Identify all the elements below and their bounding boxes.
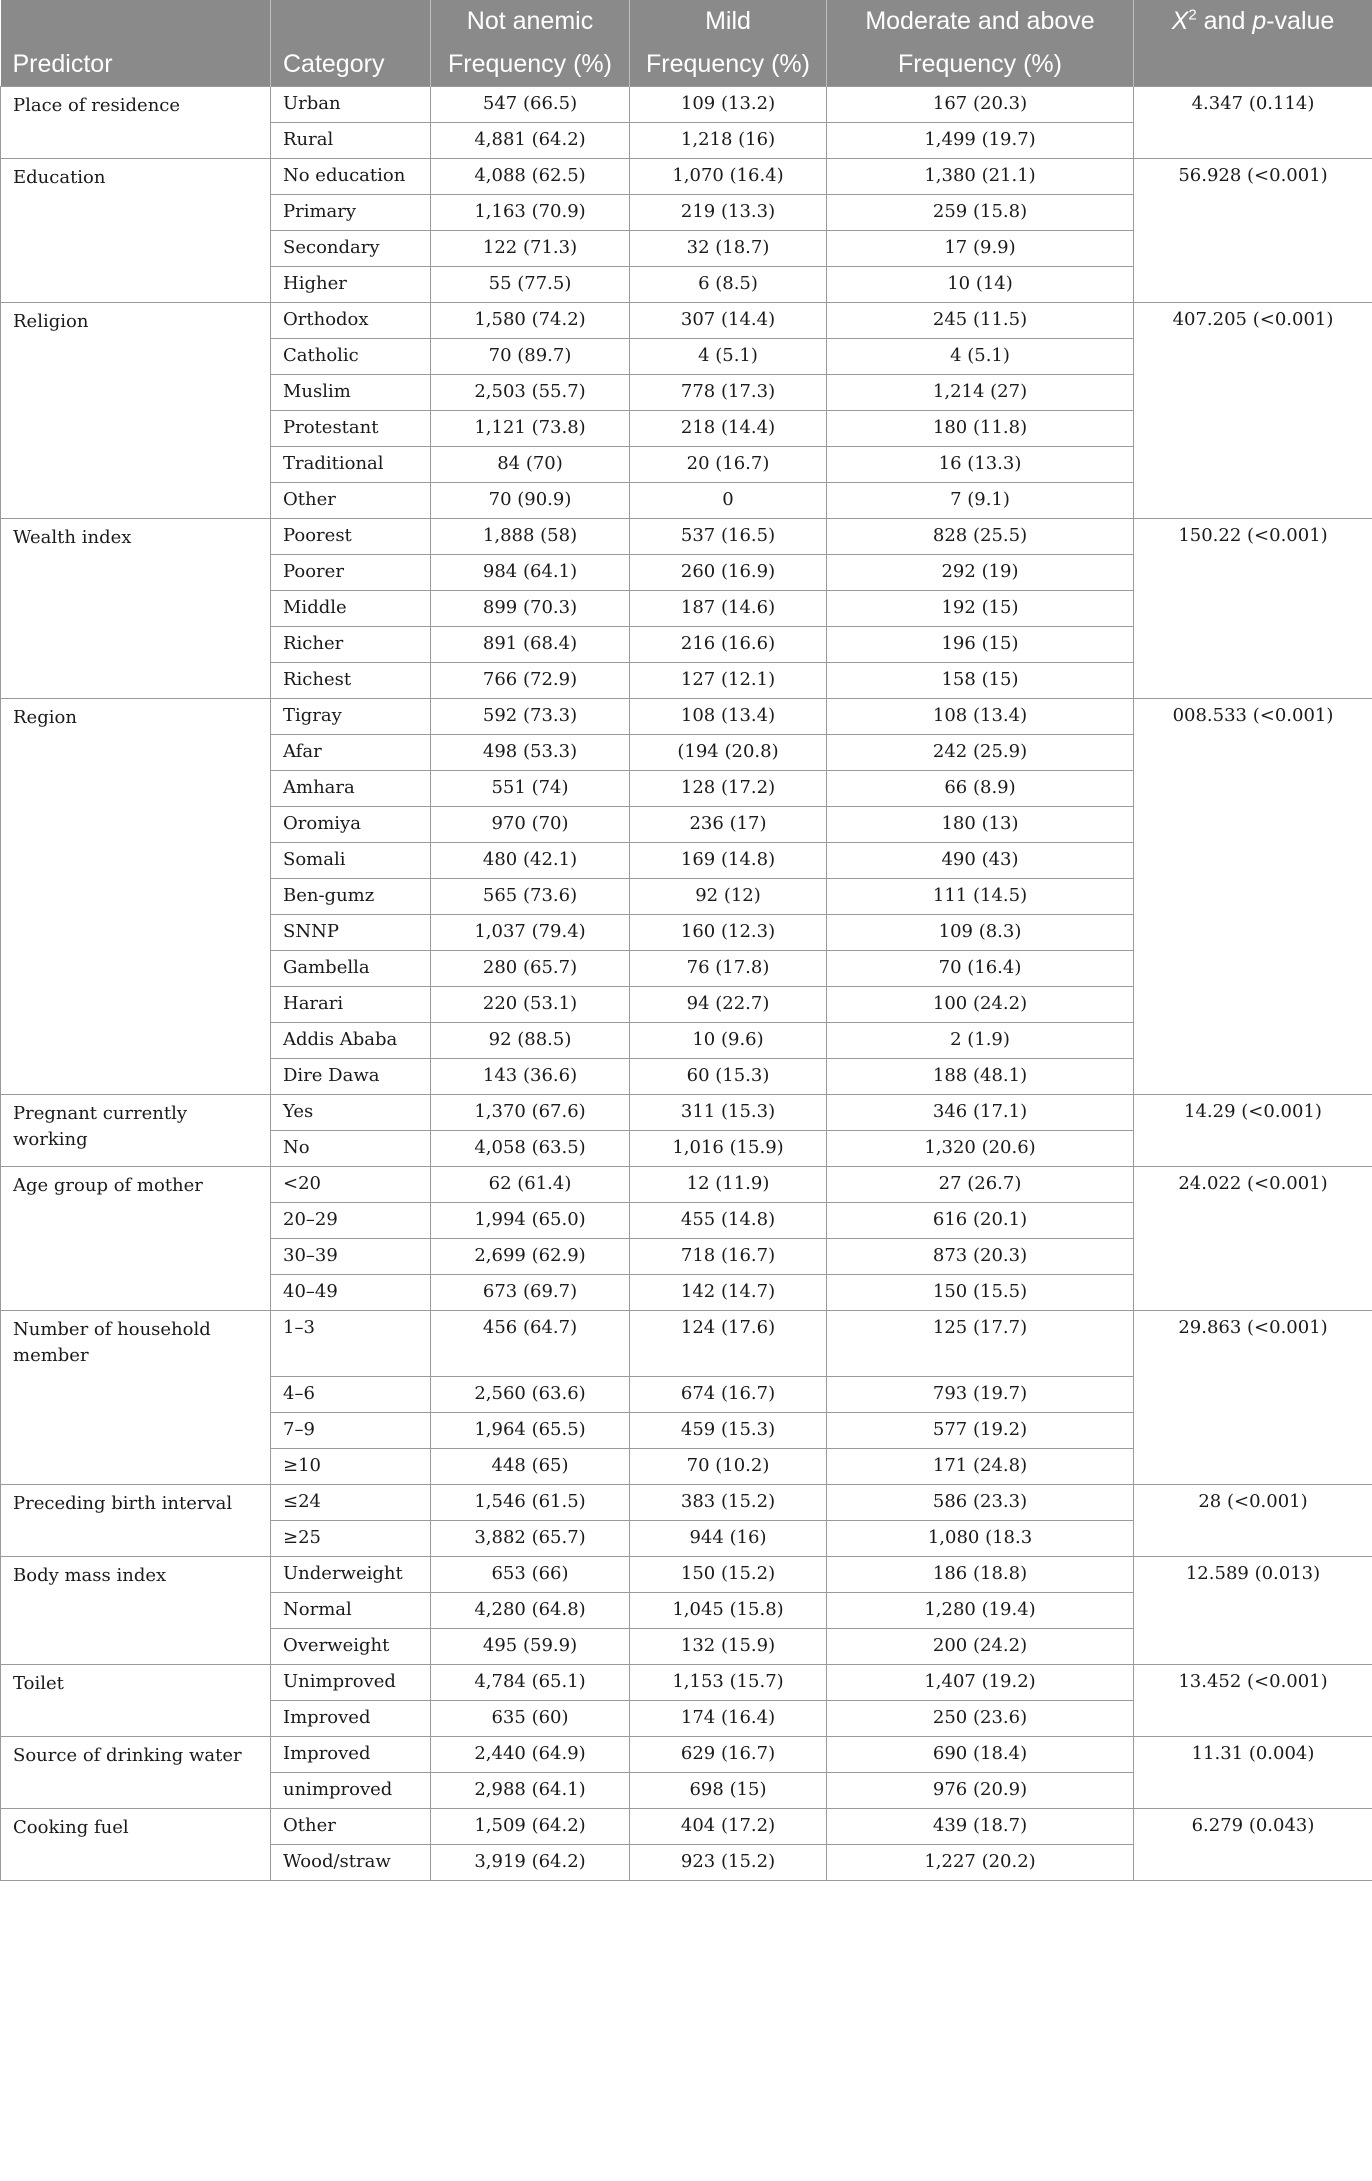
chi-square-cell: 56.928 (<0.001)	[1134, 159, 1372, 303]
moderate-cell: 1,407 (19.2)	[827, 1665, 1134, 1701]
mild-cell: 1,045 (15.8)	[630, 1593, 827, 1629]
chi-square-cell: 29.863 (<0.001)	[1134, 1311, 1372, 1485]
table-row	[1, 1311, 1372, 1377]
category-cell: Tigray	[271, 699, 431, 735]
mild-cell: 218 (14.4)	[630, 411, 827, 447]
table-row	[1, 1167, 1372, 1203]
not-anemic-cell: 2,440 (64.9)	[431, 1737, 630, 1773]
not-anemic-cell: 448 (65)	[431, 1449, 630, 1485]
predictor-cell: Number of household member	[1, 1311, 271, 1485]
category-cell: No education	[271, 159, 431, 195]
mild-cell: 260 (16.9)	[630, 555, 827, 591]
mild-cell: 142 (14.7)	[630, 1275, 827, 1311]
chi-value: -value	[1266, 7, 1335, 35]
category-cell: Poorer	[271, 555, 431, 591]
moderate-cell: 586 (23.3)	[827, 1485, 1134, 1521]
not-anemic-cell: 480 (42.1)	[431, 843, 630, 879]
mild-cell: 537 (16.5)	[630, 519, 827, 555]
category-cell: Catholic	[271, 339, 431, 375]
not-anemic-cell: 551 (74)	[431, 771, 630, 807]
moderate-cell: 1,227 (20.2)	[827, 1845, 1134, 1881]
not-anemic-cell: 1,964 (65.5)	[431, 1413, 630, 1449]
category-cell: 7–9	[271, 1413, 431, 1449]
chi-square-cell: 150.22 (<0.001)	[1134, 519, 1372, 699]
category-cell: Urban	[271, 87, 431, 123]
mild-cell: 1,070 (16.4)	[630, 159, 827, 195]
not-anemic-cell: 766 (72.9)	[431, 663, 630, 699]
category-cell: Middle	[271, 591, 431, 627]
mild-cell: 944 (16)	[630, 1521, 827, 1557]
moderate-cell: 1,320 (20.6)	[827, 1131, 1134, 1167]
category-cell: Unimproved	[271, 1665, 431, 1701]
mild-cell: 1,016 (15.9)	[630, 1131, 827, 1167]
not-anemic-cell: 1,370 (67.6)	[431, 1095, 630, 1131]
not-anemic-cell: 653 (66)	[431, 1557, 630, 1593]
table-row	[1, 303, 1372, 339]
mild-cell: 6 (8.5)	[630, 267, 827, 303]
header-bottom-chi	[1134, 43, 1372, 87]
moderate-cell: 70 (16.4)	[827, 951, 1134, 987]
category-cell: Higher	[271, 267, 431, 303]
category-cell: Oromiya	[271, 807, 431, 843]
predictor-cell: Pregnant currently working	[1, 1095, 271, 1167]
mild-cell: 70 (10.2)	[630, 1449, 827, 1485]
category-cell: Ben-gumz	[271, 879, 431, 915]
category-cell: Richer	[271, 627, 431, 663]
table-header	[1, 0, 1372, 87]
moderate-cell: 1,280 (19.4)	[827, 1593, 1134, 1629]
category-cell: ≥10	[271, 1449, 431, 1485]
moderate-cell: 150 (15.5)	[827, 1275, 1134, 1311]
chi-x: X	[1171, 7, 1189, 35]
moderate-cell: 250 (23.6)	[827, 1701, 1134, 1737]
mild-cell: 1,153 (15.7)	[630, 1665, 827, 1701]
moderate-cell: 616 (20.1)	[827, 1203, 1134, 1239]
moderate-cell: 490 (43)	[827, 843, 1134, 879]
mild-cell: 1,218 (16)	[630, 123, 827, 159]
category-cell: Primary	[271, 195, 431, 231]
category-cell: 20–29	[271, 1203, 431, 1239]
not-anemic-cell: 122 (71.3)	[431, 231, 630, 267]
mild-cell: 76 (17.8)	[630, 951, 827, 987]
table-row	[1, 1485, 1372, 1521]
moderate-cell: 200 (24.2)	[827, 1629, 1134, 1665]
not-anemic-cell: 1,163 (70.9)	[431, 195, 630, 231]
table-row	[1, 1737, 1372, 1773]
header-frequency-mild: Frequency (%)	[630, 43, 827, 87]
mild-cell: 128 (17.2)	[630, 771, 827, 807]
category-cell: Poorest	[271, 519, 431, 555]
not-anemic-cell: 143 (36.6)	[431, 1059, 630, 1095]
mild-cell: 94 (22.7)	[630, 987, 827, 1023]
moderate-cell: 976 (20.9)	[827, 1773, 1134, 1809]
category-cell: Dire Dawa	[271, 1059, 431, 1095]
category-cell: ≤24	[271, 1485, 431, 1521]
predictor-cell: Source of drinking water	[1, 1737, 271, 1809]
header-top-category	[271, 0, 431, 43]
mild-cell: 132 (15.9)	[630, 1629, 827, 1665]
category-cell: Addis Ababa	[271, 1023, 431, 1059]
mild-cell: 169 (14.8)	[630, 843, 827, 879]
predictor-cell: Toilet	[1, 1665, 271, 1737]
mild-cell: 4 (5.1)	[630, 339, 827, 375]
moderate-cell: 186 (18.8)	[827, 1557, 1134, 1593]
not-anemic-cell: 4,784 (65.1)	[431, 1665, 630, 1701]
not-anemic-cell: 70 (90.9)	[431, 483, 630, 519]
header-row-bottom	[1, 43, 1372, 87]
moderate-cell: 167 (20.3)	[827, 87, 1134, 123]
category-cell: unimproved	[271, 1773, 431, 1809]
mild-cell: 124 (17.6)	[630, 1311, 827, 1377]
mild-cell: 455 (14.8)	[630, 1203, 827, 1239]
mild-cell: 383 (15.2)	[630, 1485, 827, 1521]
category-cell: Overweight	[271, 1629, 431, 1665]
mild-cell: 236 (17)	[630, 807, 827, 843]
table-row	[1, 159, 1372, 195]
table-body	[1, 87, 1372, 1881]
not-anemic-cell: 1,546 (61.5)	[431, 1485, 630, 1521]
category-cell: Improved	[271, 1737, 431, 1773]
mild-cell: 108 (13.4)	[630, 699, 827, 735]
header-moderate: Moderate and above	[827, 0, 1134, 43]
moderate-cell: 180 (11.8)	[827, 411, 1134, 447]
not-anemic-cell: 4,881 (64.2)	[431, 123, 630, 159]
moderate-cell: 439 (18.7)	[827, 1809, 1134, 1845]
category-cell: Somali	[271, 843, 431, 879]
category-cell: <20	[271, 1167, 431, 1203]
moderate-cell: 4 (5.1)	[827, 339, 1134, 375]
moderate-cell: 188 (48.1)	[827, 1059, 1134, 1095]
moderate-cell: 1,080 (18.3	[827, 1521, 1134, 1557]
moderate-cell: 125 (17.7)	[827, 1311, 1134, 1377]
chi-square-cell: 407.205 (<0.001)	[1134, 303, 1372, 519]
chi-square-cell: 14.29 (<0.001)	[1134, 1095, 1372, 1167]
chi-and: and	[1196, 7, 1253, 35]
category-cell: Harari	[271, 987, 431, 1023]
moderate-cell: 242 (25.9)	[827, 735, 1134, 771]
category-cell: Protestant	[271, 411, 431, 447]
mild-cell: 174 (16.4)	[630, 1701, 827, 1737]
not-anemic-cell: 635 (60)	[431, 1701, 630, 1737]
not-anemic-cell: 495 (59.9)	[431, 1629, 630, 1665]
table-row	[1, 1809, 1372, 1845]
not-anemic-cell: 2,699 (62.9)	[431, 1239, 630, 1275]
moderate-cell: 292 (19)	[827, 555, 1134, 591]
moderate-cell: 17 (9.9)	[827, 231, 1134, 267]
not-anemic-cell: 280 (65.7)	[431, 951, 630, 987]
moderate-cell: 346 (17.1)	[827, 1095, 1134, 1131]
chi-p: p	[1252, 7, 1267, 35]
category-cell: Muslim	[271, 375, 431, 411]
predictor-cell: Preceding birth interval	[1, 1485, 271, 1557]
predictor-cell: Wealth index	[1, 519, 271, 699]
not-anemic-cell: 891 (68.4)	[431, 627, 630, 663]
moderate-cell: 245 (11.5)	[827, 303, 1134, 339]
mild-cell: 0	[630, 483, 827, 519]
mild-cell: 12 (11.9)	[630, 1167, 827, 1203]
not-anemic-cell: 3,882 (65.7)	[431, 1521, 630, 1557]
not-anemic-cell: 4,280 (64.8)	[431, 1593, 630, 1629]
not-anemic-cell: 55 (77.5)	[431, 267, 630, 303]
mild-cell: 32 (18.7)	[630, 231, 827, 267]
moderate-cell: 196 (15)	[827, 627, 1134, 663]
category-cell: Other	[271, 1809, 431, 1845]
category-cell: Wood/straw	[271, 1845, 431, 1881]
header-not-anemic: Not anemic	[431, 0, 630, 43]
not-anemic-cell: 1,037 (79.4)	[431, 915, 630, 951]
moderate-cell: 108 (13.4)	[827, 699, 1134, 735]
moderate-cell: 158 (15)	[827, 663, 1134, 699]
table-row	[1, 1665, 1372, 1701]
mild-cell: 629 (16.7)	[630, 1737, 827, 1773]
not-anemic-cell: 70 (89.7)	[431, 339, 630, 375]
moderate-cell: 873 (20.3)	[827, 1239, 1134, 1275]
chi-square-cell: 24.022 (<0.001)	[1134, 1167, 1372, 1311]
category-cell: 40–49	[271, 1275, 431, 1311]
not-anemic-cell: 984 (64.1)	[431, 555, 630, 591]
moderate-cell: 27 (26.7)	[827, 1167, 1134, 1203]
not-anemic-cell: 456 (64.7)	[431, 1311, 630, 1377]
mild-cell: 923 (15.2)	[630, 1845, 827, 1881]
moderate-cell: 109 (8.3)	[827, 915, 1134, 951]
not-anemic-cell: 565 (73.6)	[431, 879, 630, 915]
header-frequency-not-anemic: Frequency (%)	[431, 43, 630, 87]
mild-cell: 404 (17.2)	[630, 1809, 827, 1845]
moderate-cell: 100 (24.2)	[827, 987, 1134, 1023]
table-row	[1, 1557, 1372, 1593]
mild-cell: 216 (16.6)	[630, 627, 827, 663]
not-anemic-cell: 2,988 (64.1)	[431, 1773, 630, 1809]
mild-cell: 307 (14.4)	[630, 303, 827, 339]
mild-cell: 219 (13.3)	[630, 195, 827, 231]
moderate-cell: 192 (15)	[827, 591, 1134, 627]
predictor-cell: Cooking fuel	[1, 1809, 271, 1881]
moderate-cell: 2 (1.9)	[827, 1023, 1134, 1059]
mild-cell: 20 (16.7)	[630, 447, 827, 483]
category-cell: Gambella	[271, 951, 431, 987]
category-cell: Afar	[271, 735, 431, 771]
chi-square-cell: 008.533 (<0.001)	[1134, 699, 1372, 1095]
category-cell: Rural	[271, 123, 431, 159]
predictor-cell: Place of residence	[1, 87, 271, 159]
not-anemic-cell: 92 (88.5)	[431, 1023, 630, 1059]
category-cell: ≥25	[271, 1521, 431, 1557]
category-cell: Orthodox	[271, 303, 431, 339]
table-row	[1, 1095, 1372, 1131]
predictor-cell: Region	[1, 699, 271, 1095]
chi-square-cell: 4.347 (0.114)	[1134, 87, 1372, 159]
not-anemic-cell: 1,121 (73.8)	[431, 411, 630, 447]
not-anemic-cell: 62 (61.4)	[431, 1167, 630, 1203]
not-anemic-cell: 592 (73.3)	[431, 699, 630, 735]
category-cell: 4–6	[271, 1377, 431, 1413]
mild-cell: 311 (15.3)	[630, 1095, 827, 1131]
table-row	[1, 519, 1372, 555]
not-anemic-cell: 2,560 (63.6)	[431, 1377, 630, 1413]
chi-square-cell: 28 (<0.001)	[1134, 1485, 1372, 1557]
not-anemic-cell: 1,509 (64.2)	[431, 1809, 630, 1845]
mild-cell: 187 (14.6)	[630, 591, 827, 627]
chi-square-cell: 11.31 (0.004)	[1134, 1737, 1372, 1809]
mild-cell: 674 (16.7)	[630, 1377, 827, 1413]
mild-cell: 698 (15)	[630, 1773, 827, 1809]
not-anemic-cell: 673 (69.7)	[431, 1275, 630, 1311]
not-anemic-cell: 970 (70)	[431, 807, 630, 843]
moderate-cell: 180 (13)	[827, 807, 1134, 843]
chi-square-cell: 12.589 (0.013)	[1134, 1557, 1372, 1665]
category-cell: Traditional	[271, 447, 431, 483]
category-cell: 30–39	[271, 1239, 431, 1275]
not-anemic-cell: 498 (53.3)	[431, 735, 630, 771]
mild-cell: 718 (16.7)	[630, 1239, 827, 1275]
not-anemic-cell: 2,503 (55.7)	[431, 375, 630, 411]
moderate-cell: 1,214 (27)	[827, 375, 1134, 411]
mild-cell: 459 (15.3)	[630, 1413, 827, 1449]
predictor-cell: Education	[1, 159, 271, 303]
moderate-cell: 16 (13.3)	[827, 447, 1134, 483]
header-mild: Mild	[630, 0, 827, 43]
mild-cell: 150 (15.2)	[630, 1557, 827, 1593]
moderate-cell: 10 (14)	[827, 267, 1134, 303]
predictor-cell: Age group of mother	[1, 1167, 271, 1311]
header-top-predictor	[1, 0, 271, 43]
category-cell: Richest	[271, 663, 431, 699]
not-anemic-cell: 84 (70)	[431, 447, 630, 483]
category-cell: Other	[271, 483, 431, 519]
chi-sup: 2	[1188, 6, 1197, 24]
category-cell: Normal	[271, 1593, 431, 1629]
not-anemic-cell: 547 (66.5)	[431, 87, 630, 123]
moderate-cell: 828 (25.5)	[827, 519, 1134, 555]
category-cell: SNNP	[271, 915, 431, 951]
moderate-cell: 171 (24.8)	[827, 1449, 1134, 1485]
moderate-cell: 690 (18.4)	[827, 1737, 1134, 1773]
header-category: Category	[271, 43, 431, 87]
header-predictor: Predictor	[1, 43, 271, 87]
category-cell: Improved	[271, 1701, 431, 1737]
moderate-cell: 793 (19.7)	[827, 1377, 1134, 1413]
not-anemic-cell: 899 (70.3)	[431, 591, 630, 627]
chi-square-cell: 6.279 (0.043)	[1134, 1809, 1372, 1881]
header-frequency-moderate: Frequency (%)	[827, 43, 1134, 87]
category-cell: Underweight	[271, 1557, 431, 1593]
category-cell: Amhara	[271, 771, 431, 807]
mild-cell: 160 (12.3)	[630, 915, 827, 951]
category-cell: No	[271, 1131, 431, 1167]
not-anemic-cell: 1,580 (74.2)	[431, 303, 630, 339]
not-anemic-cell: 4,058 (63.5)	[431, 1131, 630, 1167]
category-cell: 1–3	[271, 1311, 431, 1377]
mild-cell: 109 (13.2)	[630, 87, 827, 123]
predictor-cell: Body mass index	[1, 1557, 271, 1665]
category-cell: Secondary	[271, 231, 431, 267]
mild-cell: 92 (12)	[630, 879, 827, 915]
not-anemic-cell: 1,888 (58)	[431, 519, 630, 555]
category-cell: Yes	[271, 1095, 431, 1131]
mild-cell: 10 (9.6)	[630, 1023, 827, 1059]
moderate-cell: 577 (19.2)	[827, 1413, 1134, 1449]
mild-cell: 778 (17.3)	[630, 375, 827, 411]
not-anemic-cell: 4,088 (62.5)	[431, 159, 630, 195]
moderate-cell: 259 (15.8)	[827, 195, 1134, 231]
header-row-top	[1, 0, 1372, 43]
mild-cell: 60 (15.3)	[630, 1059, 827, 1095]
table-row	[1, 699, 1372, 735]
moderate-cell: 66 (8.9)	[827, 771, 1134, 807]
chi-square-cell: 13.452 (<0.001)	[1134, 1665, 1372, 1737]
moderate-cell: 1,380 (21.1)	[827, 159, 1134, 195]
header-chi-square	[1134, 0, 1372, 43]
mild-cell: (194 (20.8)	[630, 735, 827, 771]
moderate-cell: 7 (9.1)	[827, 483, 1134, 519]
table-row	[1, 87, 1372, 123]
mild-cell: 127 (12.1)	[630, 663, 827, 699]
predictor-cell: Religion	[1, 303, 271, 519]
not-anemic-cell: 3,919 (64.2)	[431, 1845, 630, 1881]
moderate-cell: 111 (14.5)	[827, 879, 1134, 915]
not-anemic-cell: 220 (53.1)	[431, 987, 630, 1023]
moderate-cell: 1,499 (19.7)	[827, 123, 1134, 159]
not-anemic-cell: 1,994 (65.0)	[431, 1203, 630, 1239]
